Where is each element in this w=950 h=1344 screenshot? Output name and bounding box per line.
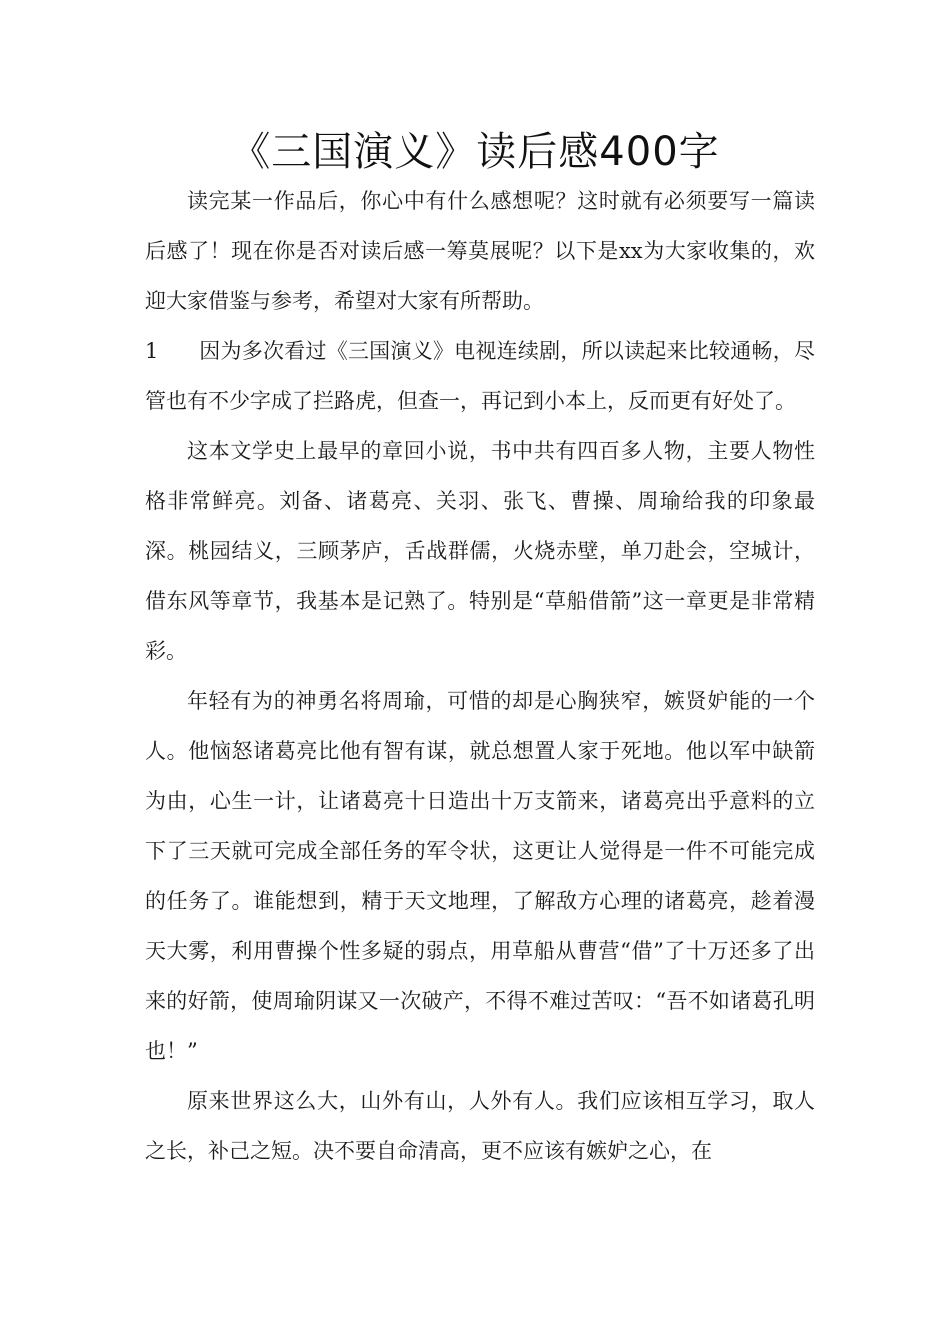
paragraph-1-text: 因为多次看过《三国演义》电视连续剧，所以读起来比较通畅，尽管也有不少字成了拦路虎，但查一，再记到小本上，反而更有好处了。 — [145, 339, 815, 413]
section-number: 1 — [145, 339, 159, 363]
paragraph-4: 原来世界这么大，山外有山，人外有人。我们应该相互学习，取人之长，补己之短。决不要自命清高，更不应该有嫉妒之心，在 — [145, 1089, 815, 1163]
paragraph-2: 这本文学史上最早的章回小说，书中共有四百多人物，主要人物性格非常鲜亮。刘备、诸葛亮、关羽、张飞、曹操、周瑜给我的印象最深。桃园结义，三顾茅庐，舌战群儒，火烧赤壁，单刀赴会，空城计，借东风等章节，我基本是记熟了。特别是“草船借箭”这一章更是非常精彩。 — [145, 439, 815, 663]
paragraph-3: 年轻有为的神勇名将周瑜，可惜的却是心胸狭窄，嫉贤妒能的一个人。他恼怒诸葛亮比他有智有谋，就总想置人家于死地。他以军中缺箭为由，心生一计，让诸葛亮十日造出十万支箭来，诸葛亮出乎意料的立下了三天就可完成全部任务的军令状，这更让人觉得是一件不可能完成的任务了。谁能想到，精于天文地理，了解敌方心理的诸葛亮，趁着漫天大雾，利用曹操个性多疑的弱点，用草船从曹营“借”了十万还多了出来的好箭，使周瑜阴谋又一次破产，不得不难过苦叹：“吾不如诸葛孔明也！” — [145, 689, 815, 1063]
document-body — [145, 176, 815, 1176]
document-title: 《三国演义》读后感400字 — [230, 129, 720, 175]
numbered-paragraph — [145, 326, 815, 426]
intro-paragraph: 读完某一作品后，你心中有什么感想呢？这时就有必须要写一篇读后感了！现在你是否对读后感一筹莫展呢？以下是xx为大家收集的，欢迎大家借鉴与参考，希望对大家有所帮助。 — [145, 189, 815, 313]
